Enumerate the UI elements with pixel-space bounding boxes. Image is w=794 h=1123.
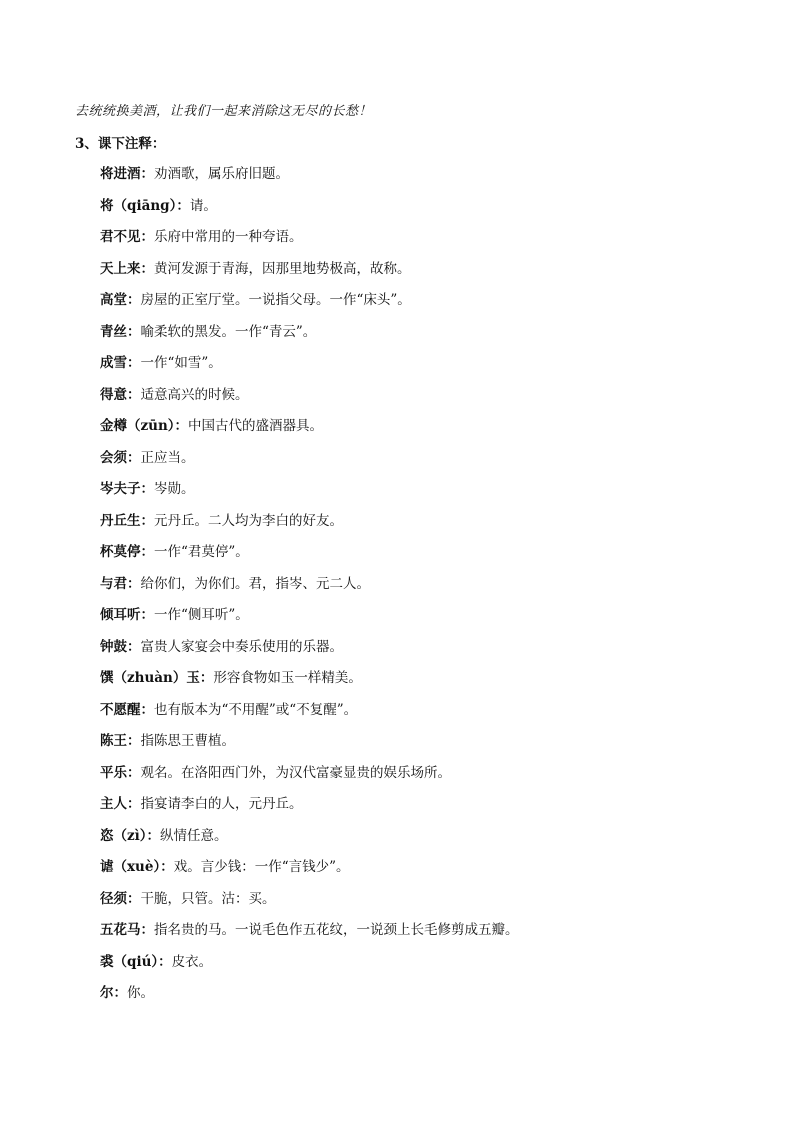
note-item — [100, 667, 760, 699]
note-item — [100, 226, 760, 258]
note-term: 钟鼓： — [100, 638, 141, 655]
note-desc: 纵情任意。 — [160, 827, 228, 844]
note-desc: 形容食物如玉一样精美。 — [213, 670, 362, 686]
note-desc: 黄河发源于青海，因那里地势极高，故称。 — [154, 260, 411, 277]
note-term: 成雪： — [100, 355, 141, 371]
section-heading: 3、课下注释： — [75, 136, 166, 152]
note-term: 丹丘生： — [100, 512, 154, 529]
note-item — [100, 573, 760, 605]
note-item — [100, 258, 760, 290]
note-desc: 劝酒歌，属乐府旧题。 — [154, 166, 289, 182]
note-term: 会须： — [100, 449, 141, 466]
note-term: 径须： — [100, 890, 141, 907]
note-desc: 房屋的正室厅堂。一说指父母。一作“床头”。 — [140, 292, 411, 308]
note-term: 杯莫停： — [100, 544, 154, 560]
note-item — [100, 289, 760, 321]
note-item — [100, 447, 760, 479]
note-term: 倾耳听： — [100, 607, 154, 623]
note-item — [100, 352, 760, 384]
intro-line: 去统统换美酒，让我们一起来消除这无尽的长愁！ — [75, 104, 373, 119]
note-item — [100, 730, 760, 762]
note-term: 五花马： — [100, 922, 154, 938]
note-desc: 一作“如雪”。 — [140, 355, 222, 371]
note-term: 青丝： — [100, 323, 141, 340]
note-term: 君不见： — [100, 229, 154, 245]
note-term: 陈王： — [100, 733, 141, 749]
note-desc: 观名。在洛阳西门外，为汉代富豪显贵的娱乐场所。 — [140, 764, 451, 781]
note-desc: 富贵人家宴会中奏乐使用的乐器。 — [140, 638, 343, 655]
note-item — [100, 825, 760, 857]
note-item — [100, 793, 760, 825]
note-term: 不愿醒： — [100, 701, 154, 718]
note-item — [100, 982, 760, 1014]
note-item — [100, 951, 760, 983]
note-item — [100, 163, 760, 195]
note-item — [100, 699, 760, 731]
note-term: 恣（zì）： — [100, 827, 161, 844]
note-item — [100, 636, 760, 668]
note-desc: 指陈思王曹植。 — [140, 733, 235, 749]
note-item — [100, 384, 760, 416]
note-desc: 适意高兴的时候。 — [140, 386, 249, 403]
note-term: 高堂： — [100, 292, 141, 308]
note-item — [100, 919, 760, 951]
note-term: 金樽（zūn）： — [100, 418, 189, 434]
note-item — [100, 195, 760, 227]
note-desc: 请。 — [189, 197, 217, 214]
note-item — [100, 888, 760, 920]
note-item — [100, 321, 760, 353]
note-desc: 也有版本为“不用醒”或“不复醒”。 — [154, 701, 358, 718]
note-desc: 戏。言少钱：一作“言钱少”。 — [173, 859, 350, 875]
note-item — [100, 415, 760, 447]
note-desc: 岑勋。 — [154, 481, 195, 497]
note-term: 谑（xuè）： — [100, 859, 174, 875]
note-item — [100, 604, 760, 636]
note-item — [100, 478, 760, 510]
note-term: 将（qiānɡ）： — [100, 197, 190, 214]
note-term: 得意： — [100, 386, 141, 403]
note-desc: 给你们，为你们。君，指岑、元二人。 — [140, 575, 370, 592]
note-term: 岑夫子： — [100, 481, 154, 497]
note-term: 主人： — [100, 796, 141, 812]
note-term: 平乐： — [100, 764, 141, 781]
note-desc: 干脆，只管。沽：买。 — [140, 890, 276, 907]
note-desc: 喻柔软的黑发。一作“青云”。 — [140, 323, 317, 340]
note-desc: 乐府中常用的一种夸语。 — [154, 229, 303, 245]
note-item — [100, 510, 760, 542]
note-desc: 皮衣。 — [171, 953, 213, 970]
note-term: 将进酒： — [100, 166, 154, 182]
note-term: 天上来： — [100, 260, 154, 277]
note-item — [100, 541, 760, 573]
note-term: 馔（zhuàn）玉： — [100, 670, 214, 686]
note-item — [100, 856, 760, 888]
note-desc: 指名贵的马。一说毛色作五花纹，一说颈上长毛修剪成五瓣。 — [154, 922, 519, 938]
note-desc: 正应当。 — [140, 449, 195, 466]
notes-list — [100, 163, 760, 1014]
note-desc: 一作“君莫停”。 — [154, 544, 249, 560]
note-term: 尔： — [100, 985, 127, 1001]
note-desc: 你。 — [127, 985, 154, 1001]
note-desc: 指宴请李白的人，元丹丘。 — [140, 796, 303, 812]
note-desc: 元丹丘。二人均为李白的好友。 — [154, 512, 343, 529]
note-term: 裘（qiú）： — [100, 953, 172, 970]
note-desc: 中国古代的盛酒器具。 — [188, 418, 324, 434]
note-term: 与君： — [100, 575, 141, 592]
note-item — [100, 762, 760, 794]
note-desc: 一作“侧耳听”。 — [154, 607, 249, 623]
